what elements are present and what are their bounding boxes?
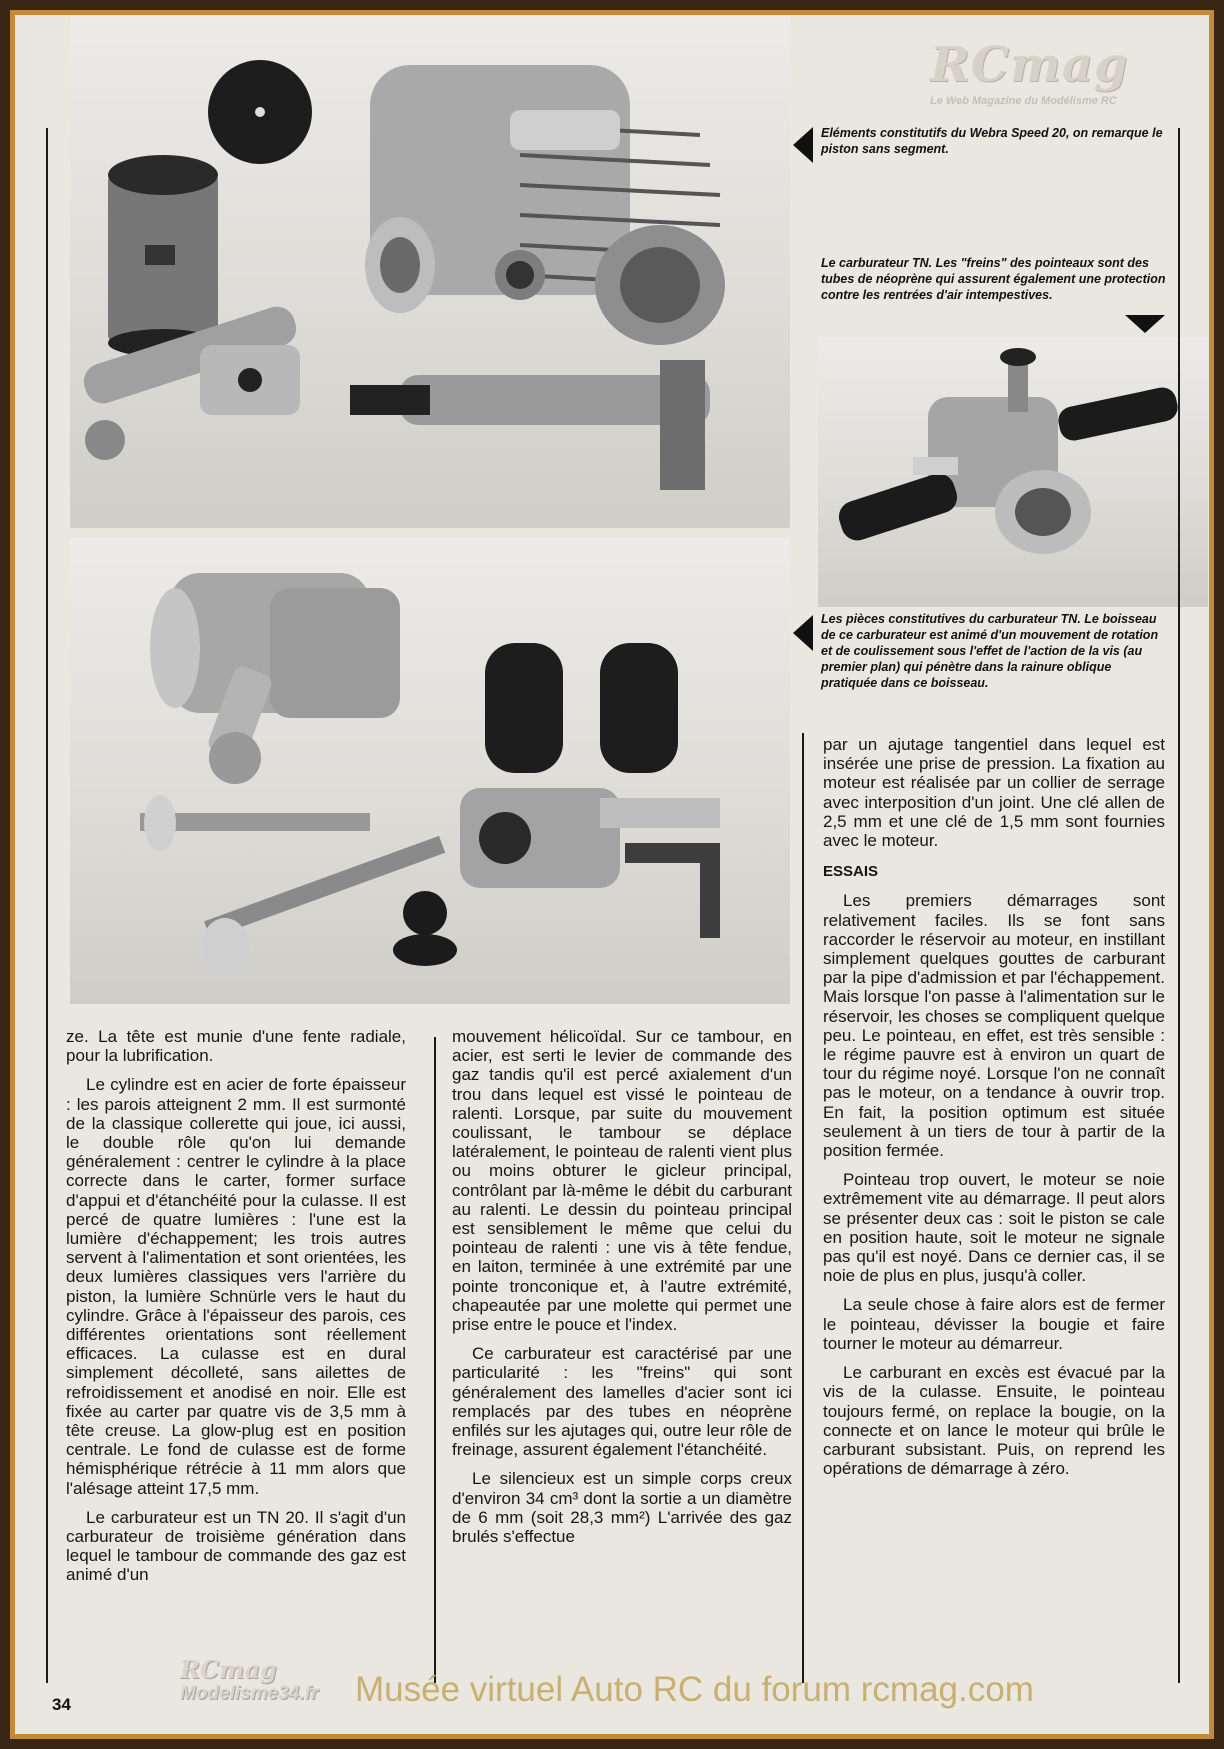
- article-column-3: [823, 735, 1165, 1488]
- carburettor-parts-illustration: [70, 538, 790, 1004]
- photo-carburettor: [818, 337, 1208, 607]
- caption-carburettor-parts: Les pièces constitutives du carburateur TN. Le boisseau de ce carburateur est animé d'un mouvement de rotation et de coulissement sous l'effet de l'action de la vis (au premier plan) qui pénètre dans la rainure oblique pratiquée dans ce boisseau.: [821, 612, 1159, 690]
- footer-site-logo[interactable]: Modelisme34.fr: [180, 1683, 319, 1704]
- col1-paragraph-3: Le carburateur est un TN 20. Il s'agit d'un carburateur de troisième génération dans lequel le tambour de commande des gaz est animé d'un: [66, 1507, 406, 1585]
- rcmag-logo[interactable]: RCmag: [930, 37, 1129, 93]
- col3-paragraph-2: Les premiers démarrages sont relativement faciles. Ils se font sans raccorder le réservoir au moteur, en instillant simplement quelques gouttes de carburant par la pipe d'admission et par l'échappement. Mais lorsque l'on passe à l'alimentation sur le réservoir, les choses se compliquent quelque peu. Le pointeau, en effet, est très sensible : le régime pauvre est à environ un quart de tour du régime noyé. Lorsque l'on ne connaît pas le moteur, on a tendance à ouvrir trop. En fait, la position optimum est située seulement à un tiers de tour à partir de la position fermée.: [823, 891, 1165, 1161]
- column-rule-left: [46, 128, 48, 1683]
- section-heading-essais: ESSAIS: [823, 863, 879, 881]
- page: [10, 10, 1214, 1739]
- carburettor-illustration: [818, 337, 1208, 607]
- caption-arrow-2: [1125, 315, 1165, 333]
- col3-paragraph-1: par un ajutage tangentiel dans lequel est insérée une prise de pression. La fixation au moteur est réalisée par un collier de serrage avec interposition d'un joint. Une clé allen de 2,5 mm et une clé de 1,5 mm sont fournies avec le moteur.: [823, 735, 1165, 851]
- photo-engine-parts: [70, 15, 790, 528]
- caption-carburettor: Le carburateur TN. Les "freins" des pointeaux sont des tubes de néoprène qui assurent également une protection contre les rentrées d'air intempestives.: [821, 256, 1166, 302]
- caption-arrow-3: [793, 615, 813, 651]
- col3-paragraph-5: Le carburant en excès est évacué par la vis de la culasse. Ensuite, le pointeau toujours fermé, on replace la bougie, on la connecte et on lance le moteur qui brûle le carburant subsistant. Puis, on reprend les opérations de démarrage à zéro.: [823, 1363, 1165, 1479]
- col1-paragraph-2: Le cylindre est en acier de forte épaisseur : les parois atteignent 2 mm. Il est surmonté de la classique collerette qui joue, ici aussi, le double rôle qu'on lui demande généralement : centrer le cylindre à la place correcte dans le carter, former surface d'appui et d'étanchéité pour la culasse. Il est percé de quatre lumières : l'une est la lumière d'échappement; les trois autres servent à l'alimentation et sont orientées, les deux lumières classiques vers l'arrière du piston, la lumière Schnürle vers le haut du cylindre. Grâce à l'épaisseur des parois, ces différentes orientations sont réellement efficaces. La culasse est en dural simplement décolleté, sans ailettes de refroidissement et anodisé en noir. Elle est fixée au carter par quatre vis de 3,5 mm à tête creuse. La glow-plug est en position centrale. Le fond de culasse est de forme hémisphérique rétrécie à 11 mm alors que l'alésage atteint 17,5 mm.: [66, 1075, 406, 1498]
- col2-paragraph-3: Le silencieux est un simple corps creux d'environ 34 cm³ dont la sortie a un diamètre de 6 mm (soit 28,3 mm²) L'arrivée des gaz brulés s'effectue: [452, 1469, 792, 1547]
- museum-watermark: Musée virtuel Auto RC du forum rcmag.com: [355, 1670, 1034, 1709]
- article-column-2: [452, 1027, 792, 1556]
- photo-carburettor-parts: [70, 538, 790, 1004]
- col1-paragraph-1: ze. La tête est munie d'une fente radiale, pour la lubrification.: [66, 1027, 406, 1066]
- footer-rcmag-logo[interactable]: RCmag: [180, 1655, 277, 1684]
- article-column-1: [66, 1027, 406, 1595]
- col2-paragraph-1: mouvement hélicoïdal. Sur ce tambour, en acier, est serti le levier de commande des gaz tandis qu'il est percé axialement d'un trou dans lequel est vissé le pointeau de ralenti. Lorsque, par suite du mouvement coulissant, le tambour se déplace latéralement, le pointeau de ralenti vient plus ou moins obturer le gicleur principal, contrôlant par là-même le débit du carburant au ralenti. Le dessin du pointeau principal est sensiblement le même que celui du pointeau de ralenti : une vis à tête fendue, en laiton, terminée à une extrémité par une pointe tronconique et, à l'autre extrémité, chapeautée par une molette qui permet une prise entre le pouce et l'index.: [452, 1027, 792, 1335]
- col2-paragraph-2: Ce carburateur est caractérisé par une particularité : les "freins" qui sont généralement des lamelles d'acier sont ici remplacés par des tubes en néoprène enfilés sur les ajutages qui, outre leur rôle de freinage, assurent également l'étanchéité.: [452, 1344, 792, 1460]
- caption-engine-parts: Eléments constitutifs du Webra Speed 20, on remarque le piston sans segment.: [821, 126, 1163, 156]
- column-rule-middle-2: [802, 733, 804, 1683]
- col3-paragraph-3: Pointeau trop ouvert, le moteur se noie extrêmement vite au démarrage. Il peut alors se présenter deux cas : soit le piston se cale en position haute, soit le moteur ne signale pas qu'il est noyé. Dans ce dernier cas, il se noie de plus en plus, jusqu'à coller.: [823, 1170, 1165, 1286]
- column-rule-right: [1178, 128, 1180, 1683]
- column-rule-middle-1: [434, 1037, 436, 1683]
- page-number: 34: [52, 1695, 71, 1714]
- caption-arrow-1: [793, 127, 813, 163]
- rcmag-tagline: Le Web Magazine du Modélisme RC: [930, 95, 1117, 107]
- engine-parts-illustration: [70, 15, 790, 528]
- col3-paragraph-4: La seule chose à faire alors est de fermer le pointeau, dévisser la bougie et faire tourner le moteur au démarreur.: [823, 1295, 1165, 1353]
